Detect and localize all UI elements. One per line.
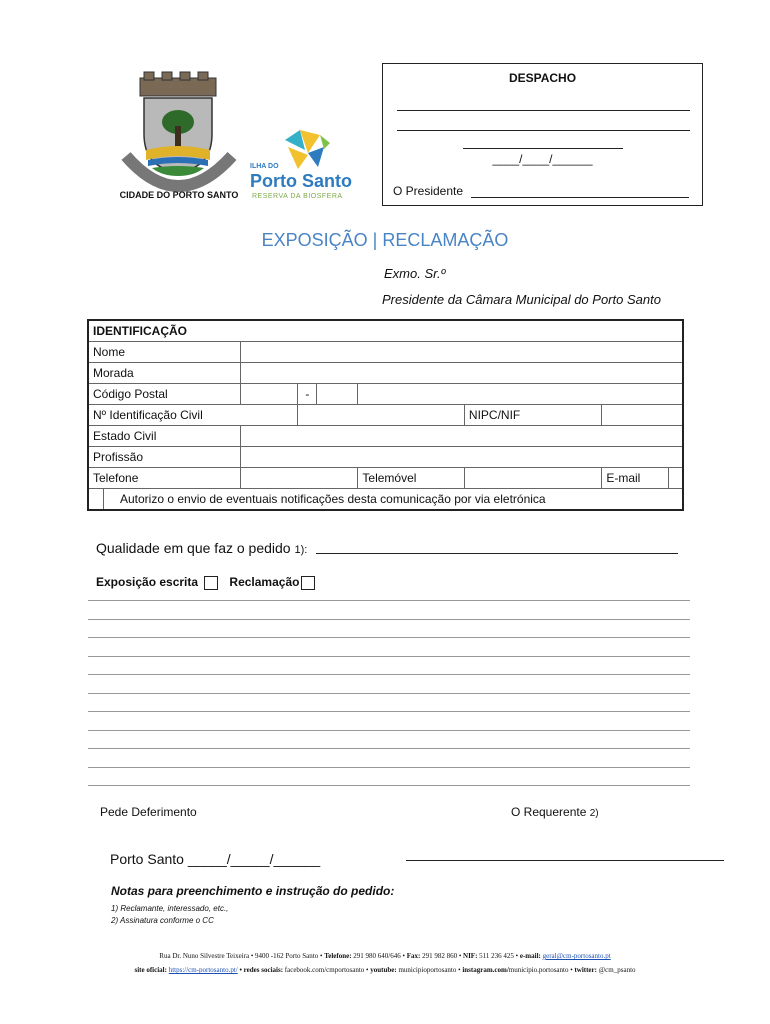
- despacho-signature-line[interactable]: [471, 197, 689, 198]
- nome-label: Nome: [88, 342, 241, 363]
- addressee-name: Presidente da Câmara Municipal do Porto Santo: [382, 292, 661, 307]
- text-line[interactable]: [88, 656, 690, 657]
- nipc-field[interactable]: [602, 405, 683, 426]
- footer-youtube-label: youtube:: [370, 966, 397, 974]
- identification-table: [87, 319, 684, 511]
- footer-instagram: municipio.portosanto •: [508, 966, 573, 974]
- requerente-text: O Requerente: [511, 805, 587, 819]
- telemovel-field[interactable]: [464, 468, 601, 489]
- notas-title: Notas para preenchimento e instrução do pedido:: [111, 884, 395, 898]
- section-title: IDENTIFICAÇÃO: [88, 320, 683, 342]
- footer-nif-label: NIF:: [463, 952, 478, 960]
- text-line[interactable]: [88, 711, 690, 712]
- nota-2: 2) Assinatura conforme o CC: [111, 916, 214, 925]
- despacho-line-1: [397, 110, 690, 111]
- footer-tel-label: Telefone:: [324, 952, 352, 960]
- text-line[interactable]: [88, 730, 690, 731]
- local-data: Porto Santo _____/_____/______: [110, 851, 321, 867]
- reclamacao-checkbox[interactable]: [301, 576, 315, 590]
- footer-contacts: [0, 952, 770, 960]
- autorizo-label: Autorizo o envio de eventuais notificações desta comunicação por via eletrónica: [104, 489, 684, 511]
- logo-subtitle: RESERVA DA BIOSFERA: [252, 193, 343, 200]
- footer-fax: 291 982 860 •: [422, 952, 462, 960]
- pede-deferimento: Pede Deferimento: [100, 805, 197, 819]
- telemovel-label: Telemóvel: [358, 468, 465, 489]
- footer-social-label: • redes sociais:: [239, 966, 284, 974]
- footer-fax-label: Fax:: [406, 952, 421, 960]
- text-line[interactable]: [88, 767, 690, 768]
- despacho-line-3: [463, 148, 623, 149]
- text-line[interactable]: [88, 600, 690, 601]
- email-field[interactable]: [668, 468, 683, 489]
- despacho-title: DESPACHO: [508, 71, 577, 85]
- requerente-note-ref: 2): [589, 808, 599, 819]
- qualidade-text: Qualidade em que faz o pedido: [96, 540, 291, 556]
- codigo-postal-field-1[interactable]: [241, 384, 298, 405]
- footer-twitter-label: twitter:: [574, 966, 597, 974]
- reclamacao-label: Reclamação: [229, 575, 300, 589]
- footer-web: [0, 966, 770, 974]
- footer-instagram-label: instagram.com/: [462, 966, 509, 974]
- estado-civil-label: Estado Civil: [88, 426, 241, 447]
- despacho-line-2: [397, 130, 690, 131]
- exposicao-label: Exposição escrita: [96, 575, 199, 589]
- nipc-label: NIPC/NIF: [464, 405, 601, 426]
- despacho-presidente-label: O Presidente: [393, 184, 464, 198]
- telefone-field[interactable]: [241, 468, 358, 489]
- despacho-date: ____/____/______: [492, 152, 593, 166]
- qualidade-label: [96, 540, 307, 556]
- tipo-options: [96, 575, 319, 590]
- footer-email-link[interactable]: geral@cm-portosanto.pt: [542, 952, 611, 960]
- footer-youtube: municipioportosanto •: [398, 966, 461, 974]
- profissao-field[interactable]: [241, 447, 683, 468]
- qualidade-field[interactable]: [316, 553, 678, 554]
- footer-email-label: e-mail:: [519, 952, 541, 960]
- requerente-label: [511, 805, 599, 819]
- addressee-greeting: Exmo. Sr.º: [384, 266, 446, 281]
- codigo-postal-dash: -: [298, 384, 317, 405]
- text-line[interactable]: [88, 748, 690, 749]
- nome-field[interactable]: [241, 342, 683, 363]
- blank-cell: [358, 384, 683, 405]
- text-line[interactable]: [88, 674, 690, 675]
- text-line[interactable]: [88, 693, 690, 694]
- text-line[interactable]: [88, 785, 690, 786]
- estado-civil-field[interactable]: [241, 426, 683, 447]
- nota-1: 1) Reclamante, interessado, etc.,: [111, 904, 229, 913]
- page-title: EXPOSIÇÃO | RECLAMAÇÃO: [261, 230, 509, 250]
- text-line[interactable]: [88, 619, 690, 620]
- coat-text: CIDADE DO PORTO SANTO: [119, 190, 239, 200]
- footer-site-link[interactable]: https://cm-portosanto.pt/: [168, 966, 238, 974]
- footer-site-label: site oficial:: [134, 966, 167, 974]
- text-line[interactable]: [88, 637, 690, 638]
- id-civil-label: Nº Identificação Civil: [88, 405, 298, 426]
- codigo-postal-label: Código Postal: [88, 384, 241, 405]
- codigo-postal-field-2[interactable]: [317, 384, 358, 405]
- id-civil-field[interactable]: [298, 405, 465, 426]
- porto-santo-logo: [250, 125, 360, 205]
- exposicao-checkbox[interactable]: [204, 576, 218, 590]
- email-label: E-mail: [602, 468, 668, 489]
- footer-twitter: @cm_psanto: [598, 966, 636, 974]
- footer-nif: 511 236 425 •: [479, 952, 519, 960]
- morada-field[interactable]: [241, 363, 683, 384]
- footer-facebook: facebook.com/cmportosanto •: [284, 966, 369, 974]
- autorizo-checkbox[interactable]: [88, 489, 104, 511]
- profissao-label: Profissão: [88, 447, 241, 468]
- telefone-label: Telefone: [88, 468, 241, 489]
- logo-small-text: ILHA DO: [250, 163, 279, 170]
- coat-of-arms-logo: [118, 70, 240, 202]
- footer-address: Rua Dr. Nuno Silvestre Teixeira • 9400 -162 Porto Santo •: [159, 952, 323, 960]
- requerente-signature-line[interactable]: [406, 860, 724, 861]
- despacho-box: [382, 63, 703, 206]
- footer-tel: 291 980 640/646 •: [353, 952, 405, 960]
- logo-name: Porto Santo: [250, 171, 352, 191]
- qualidade-note-ref: 1):: [294, 544, 308, 556]
- morada-label: Morada: [88, 363, 241, 384]
